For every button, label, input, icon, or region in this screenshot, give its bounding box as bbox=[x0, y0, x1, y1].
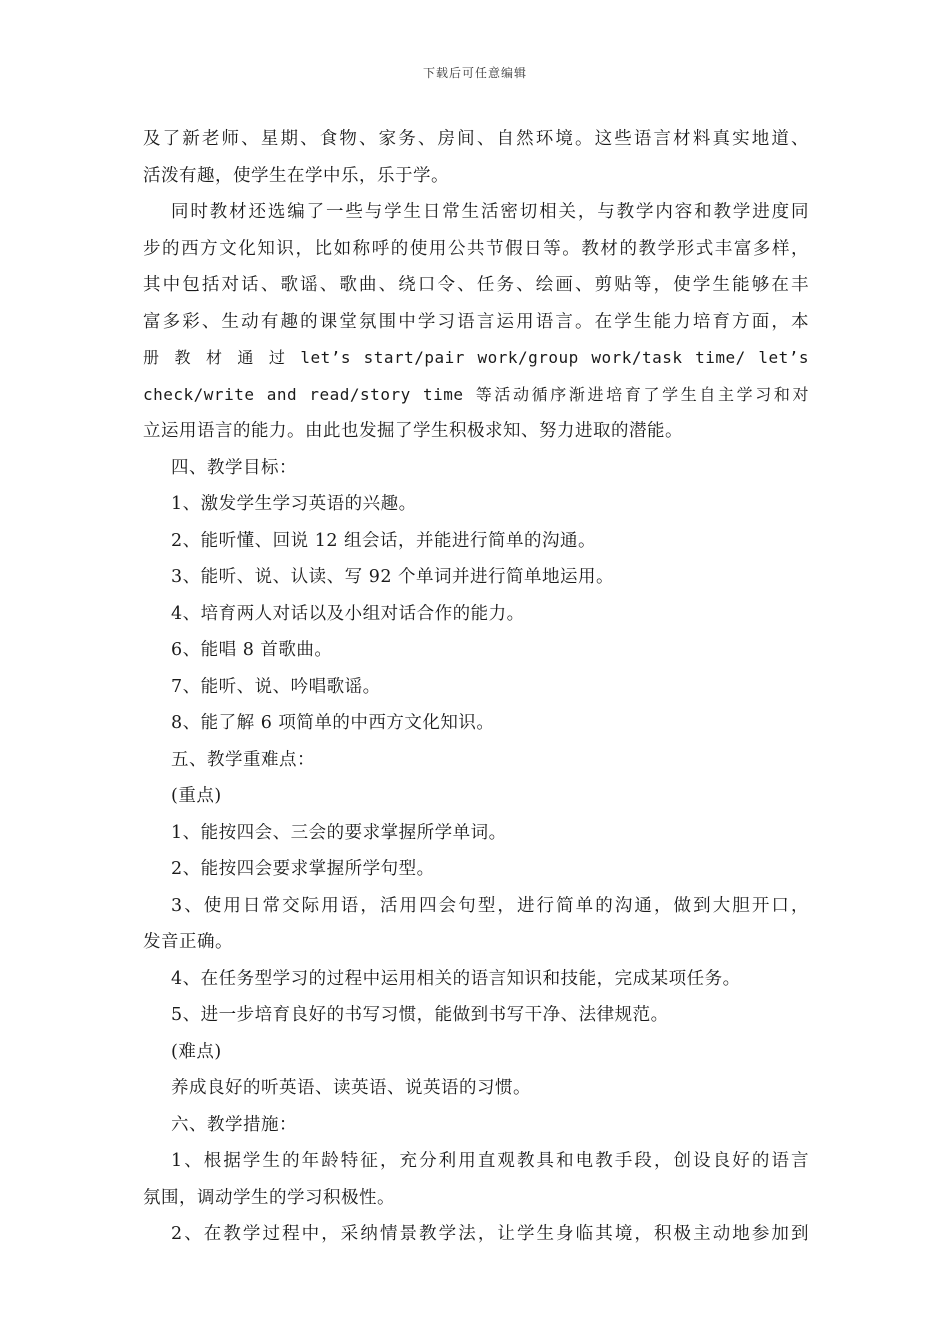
text-line: 1、能按四会、三会的要求掌握所学单词。 bbox=[171, 822, 507, 843]
text-line: 六、教学措施： bbox=[171, 1114, 297, 1135]
text-line: 养成良好的听英语、读英语、说英语的习惯。 bbox=[171, 1078, 531, 1098]
text-line: (难点) bbox=[171, 1041, 222, 1062]
text-line: 2、能听懂、回说 12 组会话，并能进行简单的沟通。 bbox=[171, 530, 597, 551]
text-line: check/write and read/story time 等活动循序渐进培育了学生自主学习和对 bbox=[143, 384, 809, 404]
text-line: 3、使用日常交际用语，活用四会句型，进行简单的沟通，做到大胆开口， bbox=[171, 895, 809, 916]
text-line: 2、在教学过程中，采纳情景教学法，让学生身临其境，积极主动地参加到 bbox=[171, 1224, 809, 1244]
text-line: 7、能听、说、吟唱歌谣。 bbox=[171, 676, 381, 697]
text-line: 5、进一步培育良好的书写习惯，能做到书写干净、法律规范。 bbox=[171, 1005, 669, 1025]
text-line: 1、根据学生的年龄特征，充分利用直观教具和电教手段，创设良好的语言 bbox=[171, 1151, 809, 1171]
document-body bbox=[143, 121, 809, 1253]
page-header: 下载后可任意编辑 bbox=[422, 66, 527, 80]
text-line: 富多彩、生动有趣的课堂氛围中学习语言运用语言。在学生能力培育方面，本 bbox=[143, 311, 809, 332]
text-line: 立运用语言的能力。由此也发掘了学生积极求知、努力进取的潜能。 bbox=[143, 421, 683, 441]
text-line: 8、能了解 6 项简单的中西方文化知识。 bbox=[171, 713, 495, 733]
text-line: 2、能按四会要求掌握所学句型。 bbox=[171, 859, 435, 879]
text-line: 氛围，调动学生的学习积极性。 bbox=[143, 1187, 395, 1208]
text-line: (重点) bbox=[171, 786, 222, 806]
text-line: 6、能唱 8 首歌曲。 bbox=[171, 640, 333, 660]
text-line: 4、培育两人对话以及小组对话合作的能力。 bbox=[171, 603, 525, 624]
text-line: 及了新老师、星期、食物、家务、房间、自然环境。这些语言材料真实地道、 bbox=[143, 129, 809, 149]
text-line: 册 教 材 通 过 let’s start/pair work/group work/task time/ let’s bbox=[143, 348, 809, 367]
text-line: 五、教学重难点： bbox=[171, 749, 315, 770]
text-line: 4、在任务型学习的过程中运用相关的语言知识和技能，完成某项任务。 bbox=[171, 968, 741, 989]
text-line: 发音正确。 bbox=[143, 932, 233, 952]
text-line: 活泼有趣，使学生在学中乐，乐于学。 bbox=[143, 165, 449, 186]
text-line: 同时教材还选编了一些与学生日常生活密切相关，与教学内容和教学进度同 bbox=[171, 202, 809, 222]
text-line: 1、激发学生学习英语的兴趣。 bbox=[171, 494, 417, 514]
text-line: 步的西方文化知识，比如称呼的使用公共节假日等。教材的教学形式丰富多样， bbox=[143, 238, 809, 259]
text-line: 四、教学目标： bbox=[171, 457, 297, 478]
text-line: 其中包括对话、歌谣、歌曲、绕口令、任务、绘画、剪贴等，使学生能够在丰 bbox=[143, 275, 809, 295]
text-line: 3、能听、说、认读、写 92 个单词并进行简单地运用。 bbox=[171, 567, 615, 587]
